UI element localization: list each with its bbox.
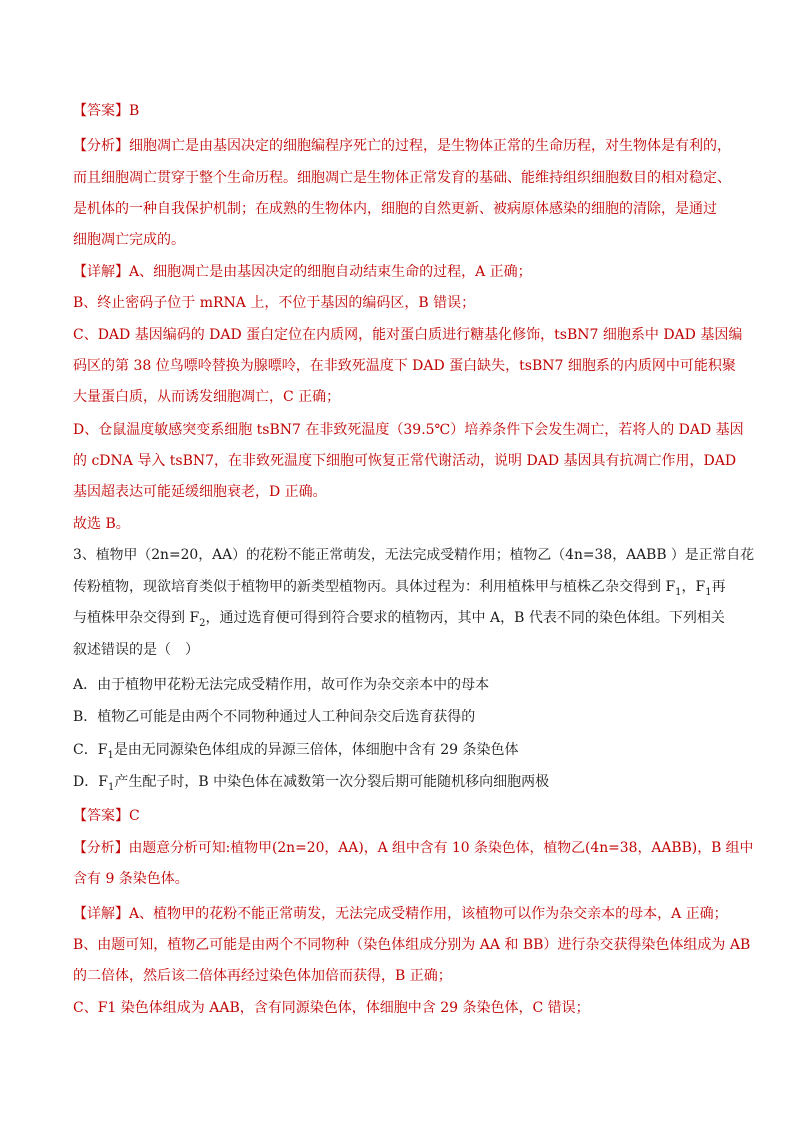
detail-3-b-2: 的二倍体，然后该二倍体再经过染色体加倍而获得，B 正确； [73,968,452,984]
detail-2-a: 【详解】A、细胞凋亡是由基因决定的细胞自动结束生命的过程，A 正确； [73,264,532,280]
analysis-3-line-2: 含有 9 条染色体。 [73,871,189,887]
detail-3-a: 【详解】A、植物甲的花粉不能正常萌发，无法完成受精作用，该植物可以作为杂交亲本的母本，A 正确； [73,906,728,922]
question-3-line-2: 传粉植物，现欲培育类似于植物甲的新类型植物丙。具体过程为：利用植株甲与植株乙杂交得到 $F_1$，$F_1$再 [73,579,726,598]
detail-2-d-2: 的 cDNA 导入 tsBN7，在非致死温度下细胞可恢复正常代谢活动，说明 DAD 基因具有抗凋亡作用，DAD [73,453,737,469]
detail-2-d-3: 基因超表达可能延缓细胞衰老，D 正确。 [73,484,327,500]
answer-2 [73,101,139,121]
detail-3-c: C、F1 染色体组成为 AAB，含有同源染色体，体细胞中含 29 条染色体，C 错误； [73,1000,590,1016]
detail-2-c-3: 大量蛋白质，从而诱发细胞凋亡，C 正确； [73,389,341,405]
analysis-2-line-4: 细胞凋亡完成的。 [73,232,185,248]
detail-tag: 【详解】 [73,264,129,280]
option-a: A．由于植物甲花粉无法完成受精作用，故可作为杂交亲本中的母本 [73,677,490,693]
analysis-tag: 【分析】 [73,840,129,856]
option-c: C．$F_1$是由无同源染色体组成的异源三倍体，体细胞中含有 29 条染色体 [73,742,519,761]
answer-value: C [129,808,140,824]
detail-2-c-2: 码区的第 38 位鸟嘌呤替换为腺嘌呤，在非致死温度下 DAD 蛋白缺失，tsBN7 细胞系的内质网中可能积聚 [73,358,736,374]
detail-2-d-1: D、仓鼠温度敏感突变系细胞 tsBN7 在非致死温度（39.5℃）培养条件下会发生凋亡，若将人的 DAD 基因 [73,422,744,438]
answer-tag: 【答案】 [73,808,129,824]
question-3-line-4: 叙述错误的是（ ） [73,642,199,658]
analysis-2-line-3: 是机体的一种自我保护机制；在成熟的生物体内，细胞的自然更新、被病原体感染的细胞的清除，是通过 [73,201,717,217]
answer-tag: 【答案】 [73,103,129,119]
option-b: B．植物乙可能是由两个不同物种通过人工种间杂交后选育获得的 [73,709,476,725]
analysis-3-line-1: 【分析】由题意分析可知:植物甲(2n=20，AA)，A 组中含有 10 条染色体，植物乙(4n=38，AABB)，B 组中 [73,840,754,856]
detail-tag: 【详解】 [73,906,129,922]
detail-3-b-1: B、由题可知，植物乙可能是由两个不同物种（染色体组成分别为 AA 和 BB）进行杂交获得染色体组成为 AB [73,937,751,953]
detail-2-c-1: C、DAD 基因编码的 DAD 蛋白定位在内质网，能对蛋白质进行糖基化修饰，tsBN7 细胞系中 DAD 基因编 [73,327,743,343]
analysis-2-line-1: 【分析】细胞凋亡是由基因决定的细胞编程序死亡的过程，是生物体正常的生命历程，对生物体是有利的， [73,138,731,154]
detail-2-b: B、终止密码子位于 mRNA 上，不位于基因的编码区，B 错误； [73,295,476,311]
question-3-line-3: 与植株甲杂交得到 $F_2$，通过选育便可得到符合要求的植物丙，其中 A，B 代表不同的染色体组。下列相关 [73,610,725,629]
answer-3 [73,806,140,826]
answer-value: B [129,103,140,119]
analysis-2-line-2: 而且细胞凋亡贯穿于整个生命历程。细胞凋亡是生物体正常发育的基础、能维持组织细胞数目的相对稳定、 [73,170,731,186]
detail-2-conclusion: 故选 B。 [73,516,130,532]
analysis-tag: 【分析】 [73,138,129,154]
option-d: D．$F_1$产生配子时，B 中染色体在减数第一次分裂后期可能随机移向细胞两极 [73,774,550,793]
question-3-line-1: 3、植物甲（2n=20，AA）的花粉不能正常萌发，无法完成受精作用；植物乙（4n=38，AABB ）是正常自花 [73,547,755,563]
